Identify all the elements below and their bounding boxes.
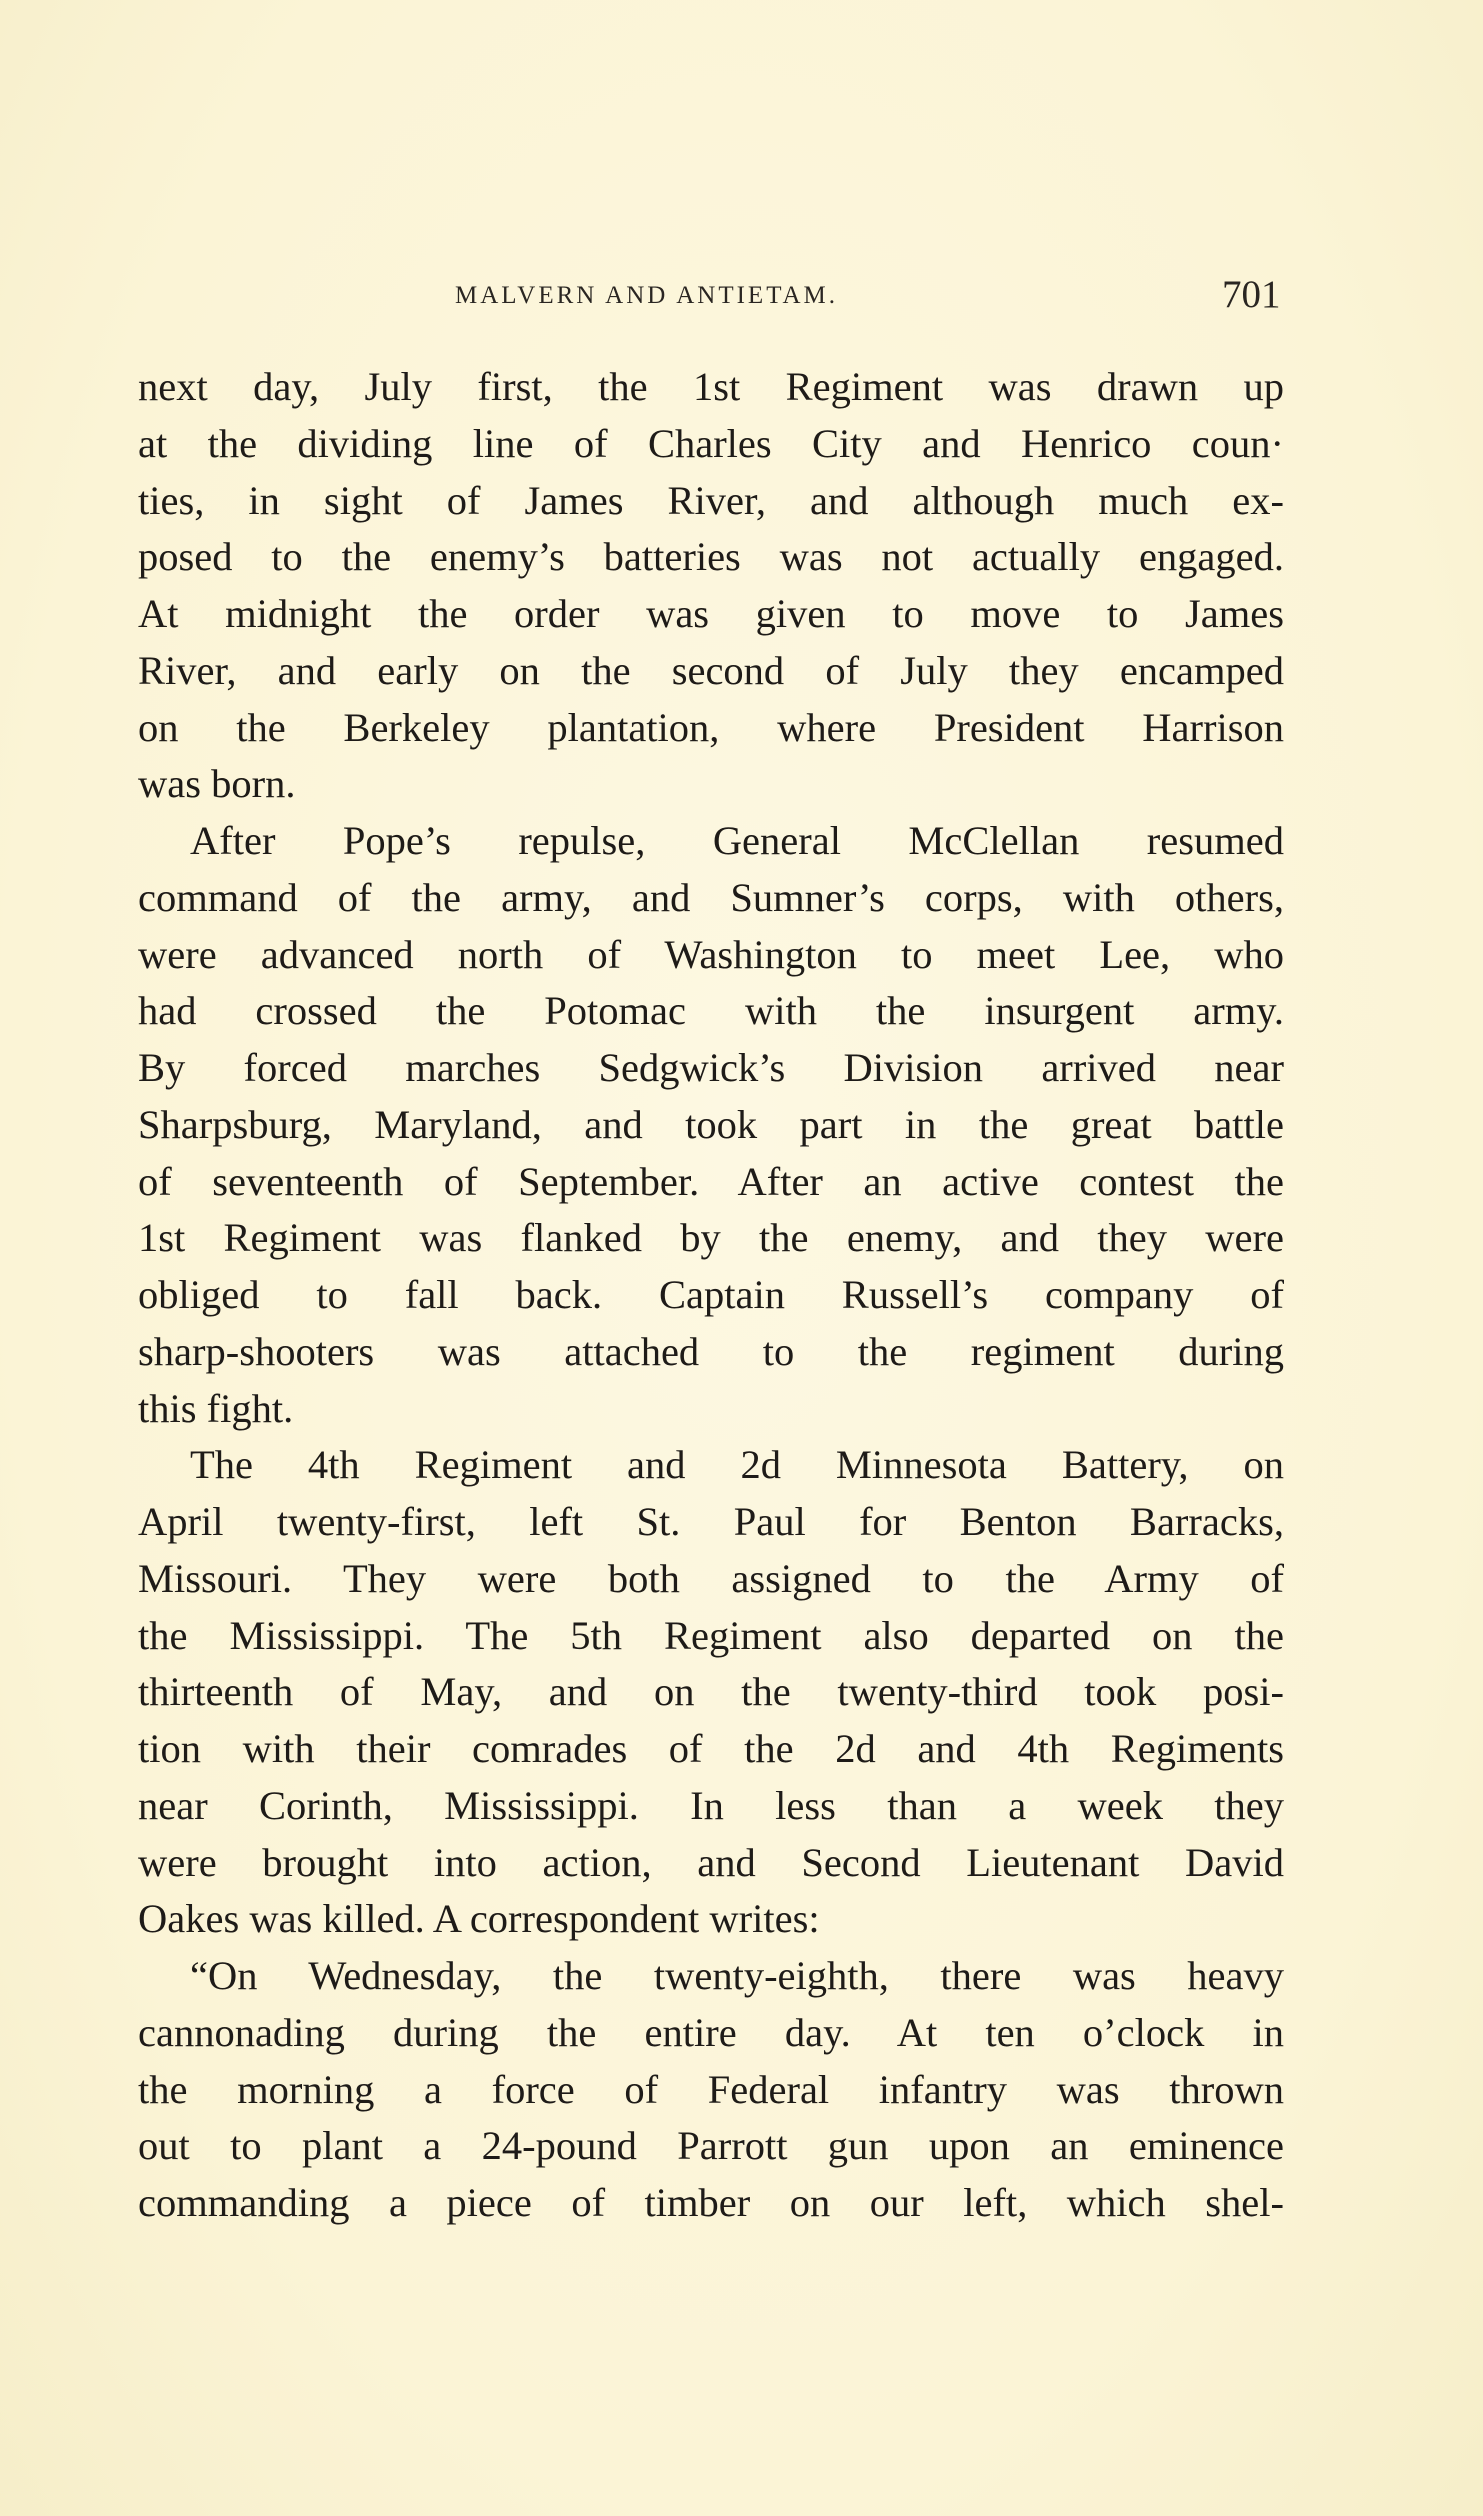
text-line: obliged to fall back. Captain Russell’s company of bbox=[138, 1272, 1284, 1317]
text-line: out to plant a 24-pound Parrott gun upon an eminence bbox=[138, 2123, 1284, 2169]
text-line: commanding a piece of timber on our left, which shel- bbox=[138, 2180, 1284, 2225]
body-text bbox=[138, 359, 1284, 2232]
text-line: was born. bbox=[138, 761, 296, 807]
text-line: By forced marches Sedgwick’s Division arrived near bbox=[138, 1045, 1284, 1090]
text-line: After Pope’s repulse, General McClellan resumed bbox=[190, 818, 1284, 863]
text-line: were advanced north of Washington to meet Lee, who bbox=[138, 931, 1284, 977]
text-line: tion with their comrades of the 2d and 4th Regiments bbox=[138, 1726, 1284, 1771]
text-line: The 4th Regiment and 2d Minnesota Battery, on bbox=[190, 1442, 1284, 1488]
text-line: the Mississippi. The 5th Regiment also departed on the bbox=[138, 1612, 1284, 1658]
text-line: River, and early on the second of July they encamped bbox=[138, 647, 1284, 693]
text-line: near Corinth, Mississippi. In less than a week they bbox=[138, 1782, 1284, 1828]
text-line: Oakes was killed. A correspondent writes: bbox=[138, 1896, 820, 1942]
text-line: 1st Regiment was flanked by the enemy, and they were bbox=[138, 1215, 1284, 1261]
text-line: thirteenth of May, and on the twenty-third took posi- bbox=[138, 1669, 1284, 1715]
text-line: ties, in sight of James River, and although much ex- bbox=[138, 477, 1284, 523]
page-number: 701 bbox=[1222, 273, 1281, 316]
text-line: Sharpsburg, Maryland, and took part in the great battle bbox=[138, 1101, 1284, 1147]
text-line: the morning a force of Federal infantry was thrown bbox=[138, 2066, 1284, 2112]
text-line: command of the army, and Sumner’s corps, with others, bbox=[138, 874, 1284, 920]
text-line: “On Wednesday, the twenty-eighth, there was heavy bbox=[190, 1953, 1284, 1998]
text-line: Missouri. They were both assigned to the Army of bbox=[138, 1555, 1284, 1601]
running-title: MALVERN AND ANTIETAM. bbox=[455, 282, 838, 309]
text-line: cannonading during the entire day. At ten o’clock in bbox=[138, 2009, 1284, 2055]
text-line: of seventeenth of September. After an active contest the bbox=[138, 1158, 1284, 1204]
text-line: At midnight the order was given to move to James bbox=[138, 591, 1284, 636]
text-line: on the Berkeley plantation, where President Harrison bbox=[138, 704, 1284, 750]
text-line: next day, July first, the 1st Regiment was drawn up bbox=[138, 364, 1284, 409]
text-line: April twenty-first, left St. Paul for Benton Barracks, bbox=[138, 1499, 1284, 1544]
text-line: had crossed the Potomac with the insurgent army. bbox=[138, 988, 1284, 1034]
text-line: sharp-shooters was attached to the regiment during bbox=[138, 1328, 1284, 1374]
text-line: at the dividing line of Charles City and Henrico coun· bbox=[138, 420, 1284, 466]
running-header bbox=[0, 273, 1483, 318]
text-line: this fight. bbox=[138, 1385, 294, 1431]
text-line: posed to the enemy’s batteries was not actually engaged. bbox=[138, 534, 1284, 580]
text-line: were brought into action, and Second Lieutenant David bbox=[138, 1839, 1284, 1885]
